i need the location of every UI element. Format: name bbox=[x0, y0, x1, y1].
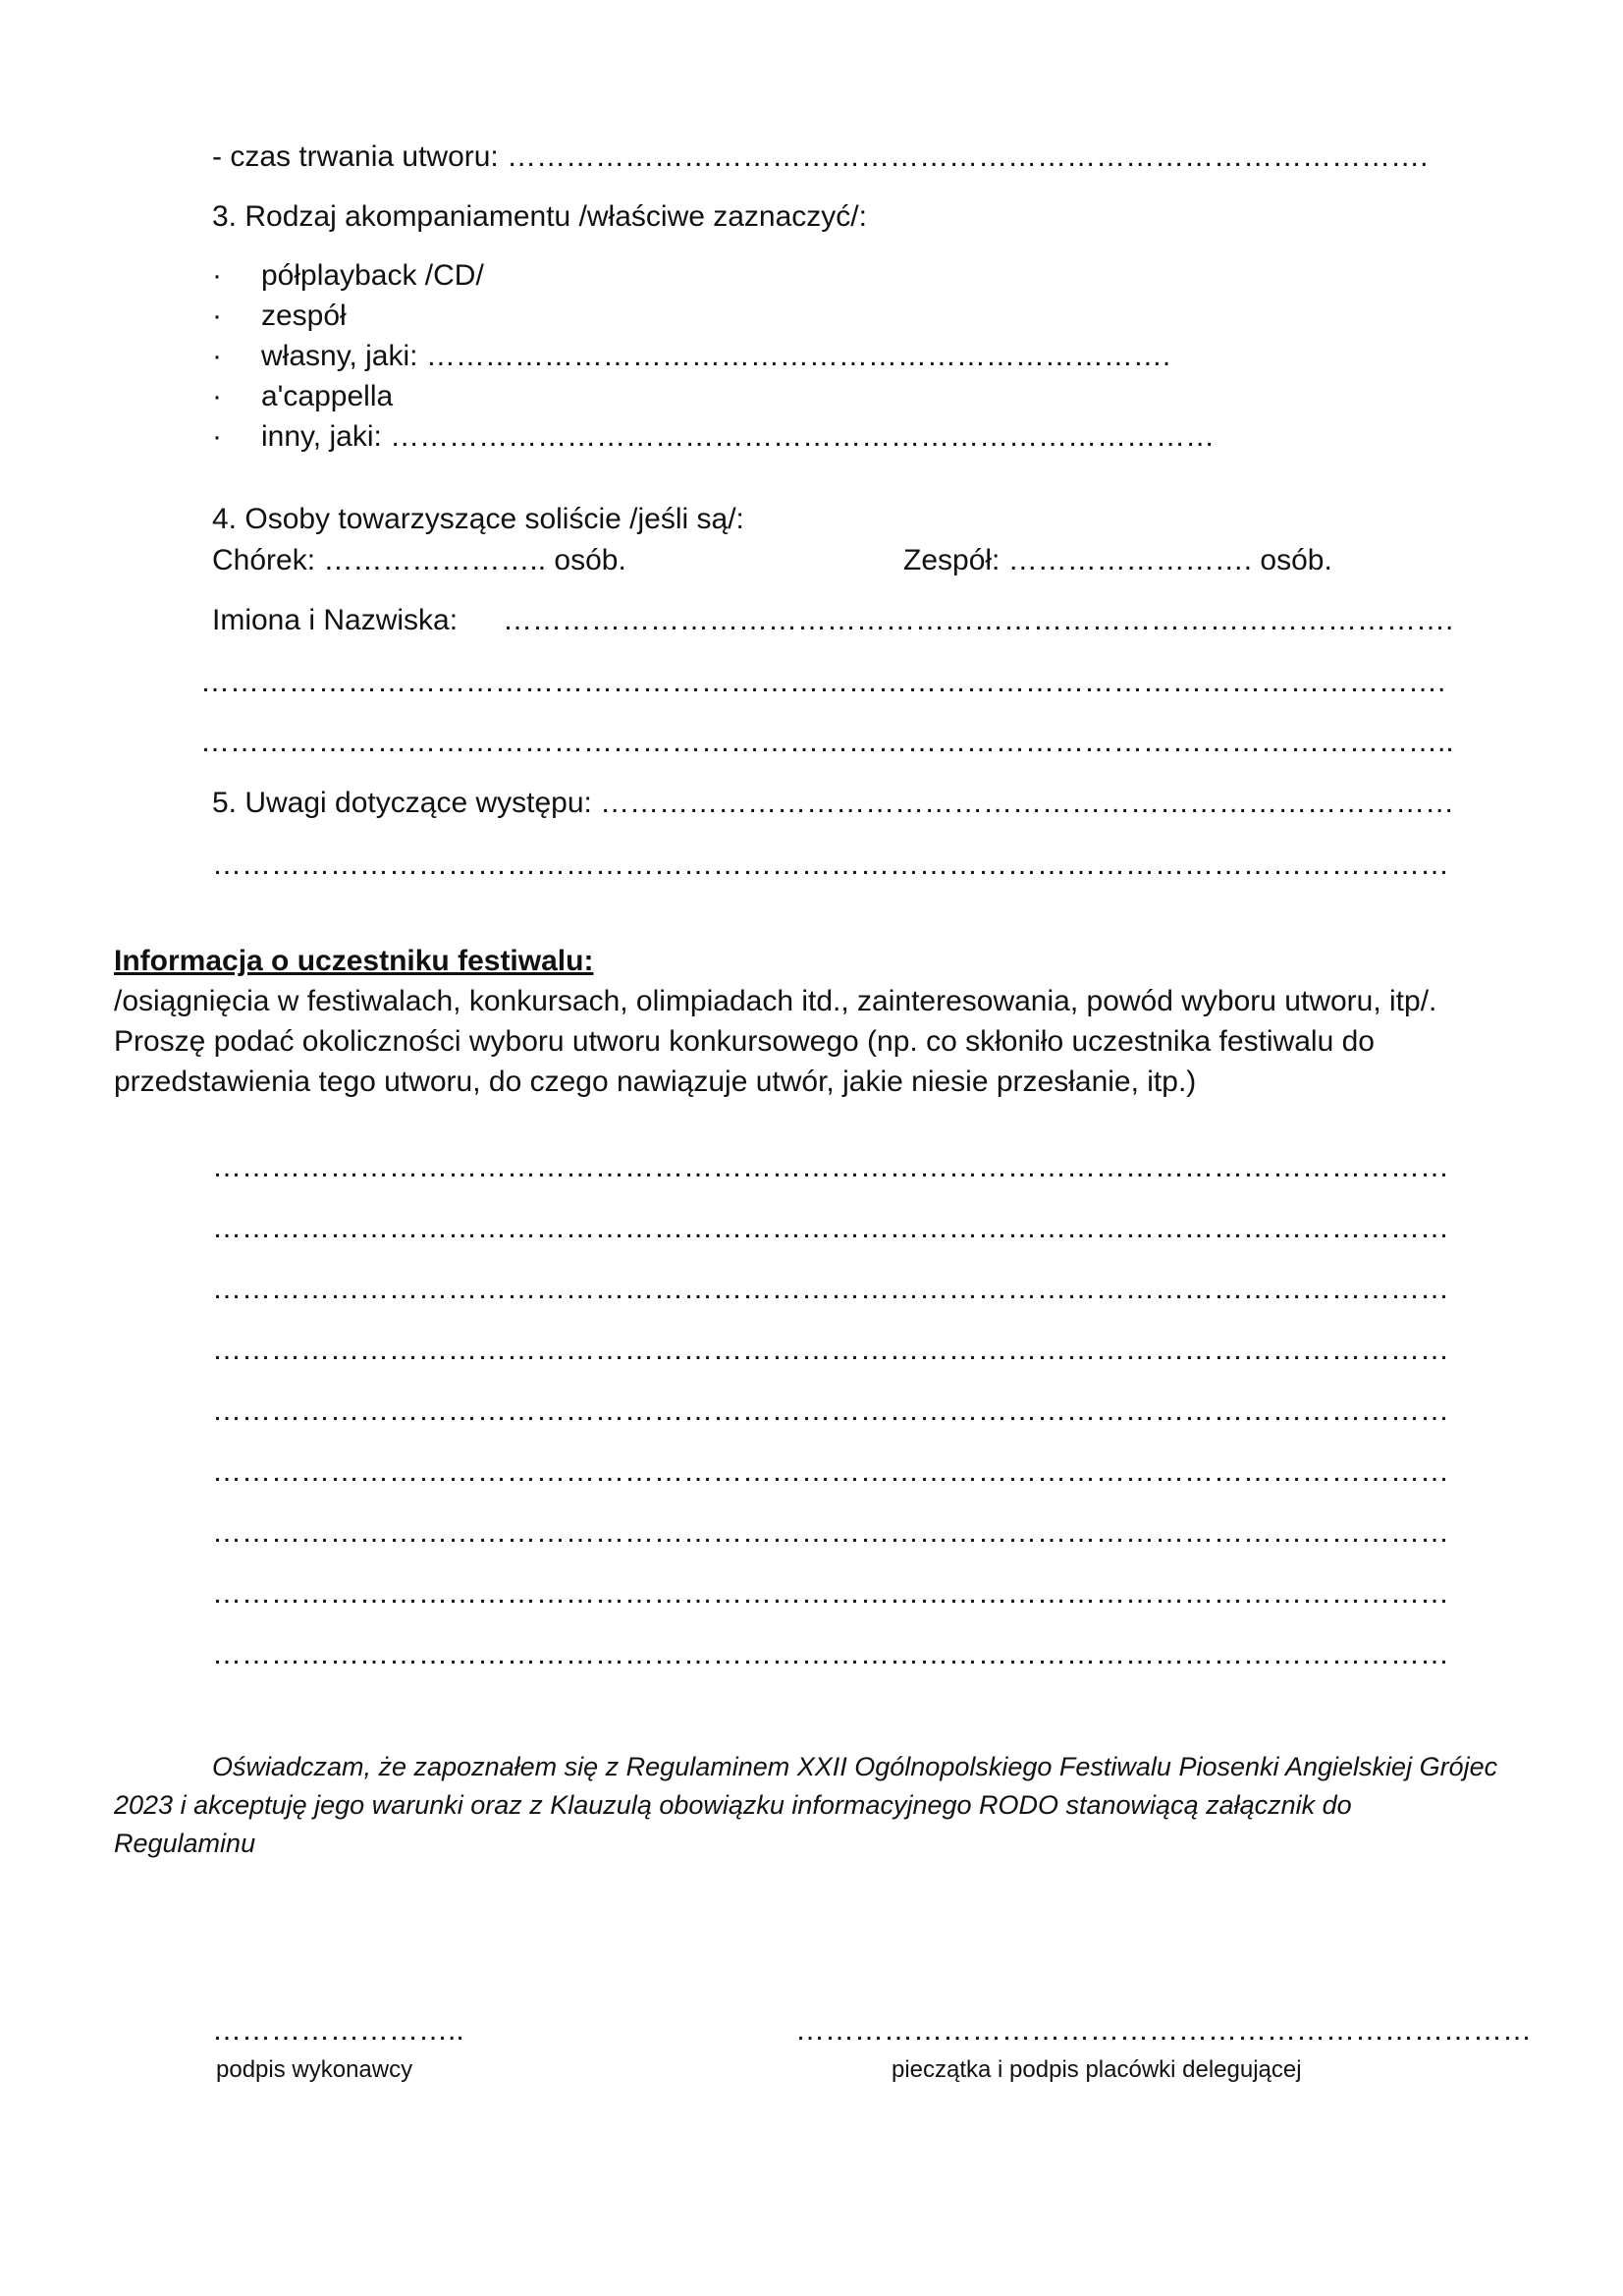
answer-line: ……………………………………………………………………………………………………………… bbox=[212, 1151, 1449, 1183]
accompaniment-option-band: zespół bbox=[261, 300, 347, 332]
bullet-icon: · bbox=[212, 380, 222, 412]
institution-signature-label: pieczątka i podpis placówki delegującej bbox=[892, 2056, 1302, 2083]
remarks-heading: 5. Uwagi dotyczące występu: …………………………………………………………………………… bbox=[212, 787, 1455, 819]
answer-line: ……………………………………………………………………………………………………………… bbox=[212, 1334, 1449, 1366]
performer-signature-line: …………………….. bbox=[212, 2014, 464, 2047]
companions-heading: 4. Osoby towarzyszące soliście /jeśli są/: bbox=[212, 503, 744, 535]
accompaniment-option-own: własny, jaki: …………………………………………………………………. bbox=[261, 340, 1171, 372]
participant-info-title: Informacja o uczestniku festiwalu: bbox=[114, 945, 594, 977]
bullet-icon: · bbox=[212, 420, 222, 453]
bullet-icon: · bbox=[212, 300, 222, 332]
accompaniment-option-acappella: a'cappella bbox=[261, 380, 394, 412]
accompaniment-option-other: inny, jaki: ………………………………………………………………………… bbox=[261, 420, 1216, 453]
participant-info-text: przedstawienia tego utworu, do czego nawiązuje utwór, jakie niesie przesłanie, itp.) bbox=[114, 1066, 1197, 1098]
declaration-text: Regulaminu bbox=[114, 1829, 256, 1858]
remarks-line: ……………………………………………………………………………………………………………… bbox=[212, 848, 1449, 881]
answer-line: ……………………………………………………………………………………………………………… bbox=[212, 1212, 1449, 1244]
participant-info-text: /osiągnięcia w festiwalach, konkursach, olimpiadach itd., zainteresowania, powód wyboru utworu, itp/. bbox=[114, 985, 1437, 1017]
names-extra-line: ………………………………………………………………………………………………………………. bbox=[200, 666, 1446, 698]
institution-signature-line: ………………………………………………………………… bbox=[795, 2014, 1532, 2047]
choir-count-field: Chórek: ………………….. osób. bbox=[212, 544, 626, 576]
names-field: ……………………………………………………………………………………. bbox=[503, 604, 1454, 636]
answer-line: ……………………………………………………………………………………………………………… bbox=[212, 1638, 1449, 1670]
answer-line: ……………………………………………………………………………………………………………… bbox=[212, 1516, 1449, 1549]
accompaniment-option-playback: półplayback /CD/ bbox=[261, 259, 484, 292]
accompaniment-heading: 3. Rodzaj akompaniamentu /właściwe zaznaczyć/: bbox=[212, 200, 867, 233]
participant-info-text: Proszę podać okoliczności wyboru utworu konkursowego (np. co skłoniło uczestnika festiwalu do bbox=[114, 1025, 1375, 1058]
band-count-field: Zespół: ……………………. osób. bbox=[903, 544, 1332, 576]
names-label: Imiona i Nazwiska: bbox=[212, 604, 459, 636]
answer-line: ……………………………………………………………………………………………………………… bbox=[212, 1577, 1449, 1610]
answer-line: ……………………………………………………………………………………………………………… bbox=[212, 1394, 1449, 1427]
declaration-text: 2023 i akceptuję jego warunki oraz z Klauzulą obowiązku informacyjnego RODO stanowiącą załącznik do bbox=[114, 1790, 1352, 1820]
bullet-icon: · bbox=[212, 259, 222, 292]
bullet-icon: · bbox=[212, 340, 222, 372]
names-extra-line: ……………………………………………………………………………………………………………….. bbox=[200, 726, 1454, 758]
declaration-text: Oświadczam, że zapoznałem się z Regulaminem XXII Ogólnopolskiego Festiwalu Piosenki Angielskiej Grójec bbox=[212, 1752, 1498, 1781]
answer-line: ……………………………………………………………………………………………………………… bbox=[212, 1455, 1449, 1488]
answer-line: ……………………………………………………………………………………………………………… bbox=[212, 1273, 1449, 1305]
performer-signature-label: podpis wykonawcy bbox=[216, 2056, 413, 2083]
duration-field: - czas trwania utworu: …………………………………………………………………………………. bbox=[212, 140, 1429, 173]
